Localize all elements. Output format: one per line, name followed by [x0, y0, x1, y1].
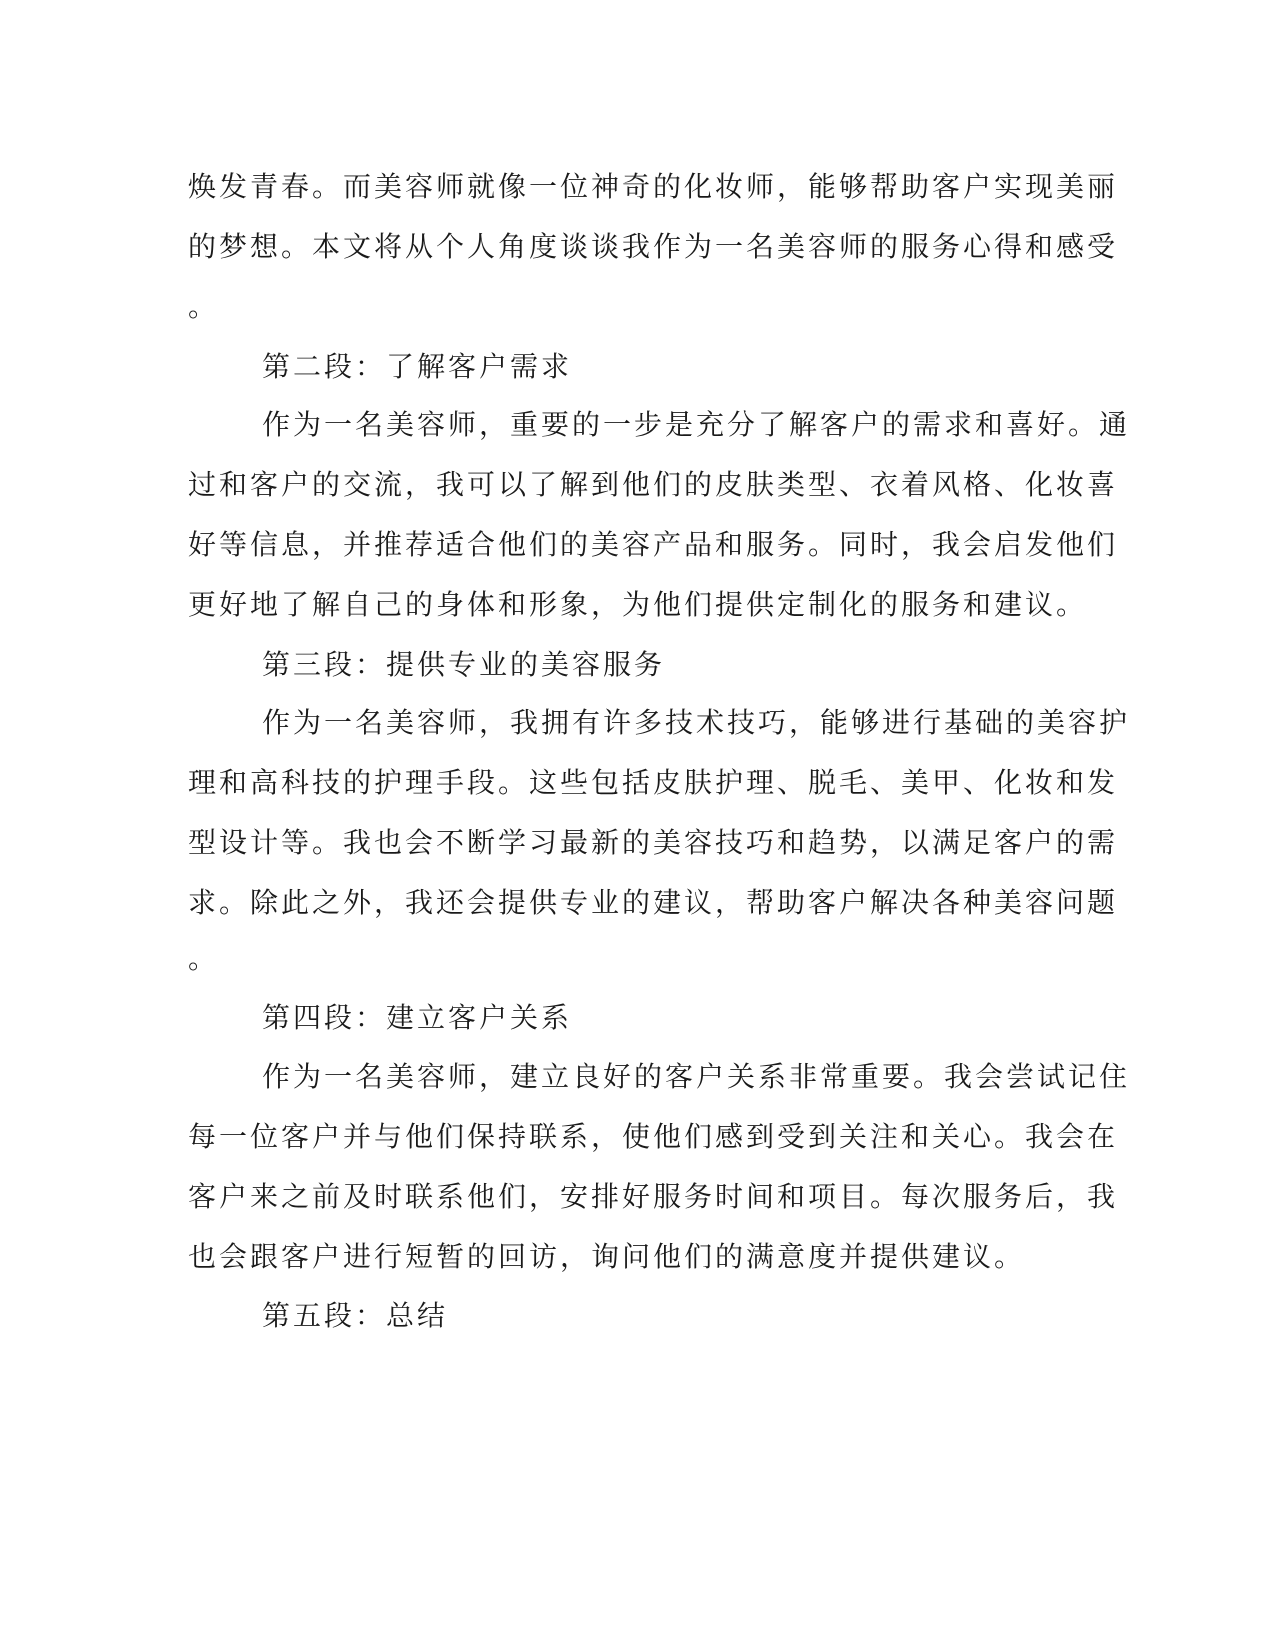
section-3-line-4: 求。除此之外，我还会提供专业的建议，帮助客户解决各种美容问题	[188, 886, 1119, 919]
section-3-line-3: 型设计等。我也会不断学习最新的美容技巧和趋势，以满足客户的需	[188, 826, 1119, 859]
section-3-line-2: 理和高科技的护理手段。这些包括皮肤护理、脱毛、美甲、化妆和发	[188, 766, 1119, 799]
section-2-line-4: 更好地了解自己的身体和形象，为他们提供定制化的服务和建议。	[188, 588, 1088, 621]
section-5-heading: 第五段：总结	[262, 1299, 449, 1332]
section-2-heading: 第二段：了解客户需求	[262, 350, 573, 383]
intro-line-2: 的梦想。本文将从个人角度谈谈我作为一名美容师的服务心得和感受	[188, 230, 1119, 263]
section-2-line-3: 好等信息，并推荐适合他们的美容产品和服务。同时，我会启发他们	[188, 528, 1119, 561]
intro-line-3: 。	[188, 290, 220, 323]
section-2-line-2: 过和客户的交流，我可以了解到他们的皮肤类型、衣着风格、化妆喜	[188, 468, 1119, 501]
section-4-line-2: 每一位客户并与他们保持联系，使他们感到受到关注和关心。我会在	[188, 1120, 1119, 1153]
section-3-line-1: 作为一名美容师，我拥有许多技术技巧，能够进行基础的美容护	[262, 706, 1131, 739]
intro-line-1: 焕发青春。而美容师就像一位神奇的化妆师，能够帮助客户实现美丽	[188, 170, 1119, 203]
section-4-line-3: 客户来之前及时联系他们，安排好服务时间和项目。每次服务后，我	[188, 1180, 1119, 1213]
section-3-heading: 第三段：提供专业的美容服务	[262, 648, 666, 681]
section-2-line-1: 作为一名美容师，重要的一步是充分了解客户的需求和喜好。通	[262, 408, 1131, 441]
section-4-line-1: 作为一名美容师，建立良好的客户关系非常重要。我会尝试记住	[262, 1060, 1131, 1093]
section-3-line-5: 。	[188, 942, 220, 975]
section-4-line-4: 也会跟客户进行短暂的回访，询问他们的满意度并提供建议。	[188, 1240, 1026, 1273]
section-4-heading: 第四段：建立客户关系	[262, 1001, 573, 1034]
